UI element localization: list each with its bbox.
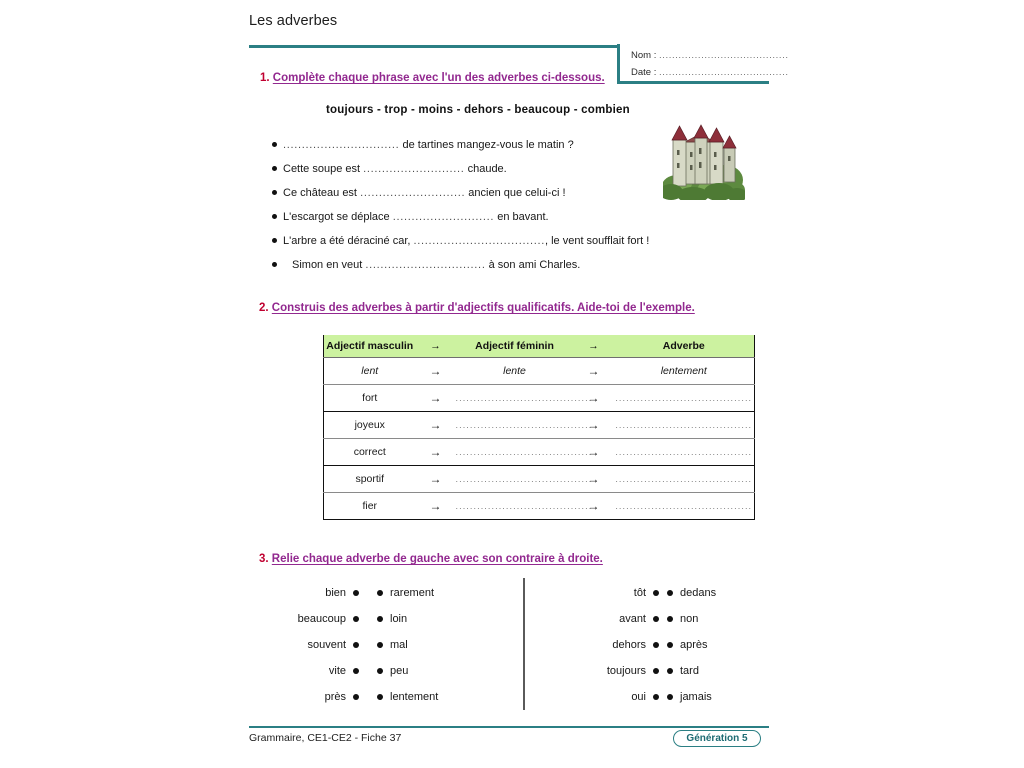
match-item[interactable] [667,606,797,632]
cell-adverbe: lentement [660,365,707,377]
match-item[interactable] [377,632,507,658]
match-item[interactable] [249,658,359,684]
exercise-2-instruction: Construis des adverbes à partir d'adjectifs qualificatifs. Aide-toi de l'exemple. [271,302,695,314]
match-word: oui [631,691,646,703]
date-row [631,67,789,78]
match-connector-dot[interactable] [653,590,659,596]
matching-column-right-group-left [549,580,659,710]
bullet-icon [272,262,277,267]
exercise-1-sentence-list [272,139,672,283]
match-item[interactable] [377,684,507,710]
sentence-text: Ce château est ............................ ancien que celui-ci ! [283,187,566,199]
match-connector-dot[interactable] [653,668,659,674]
cell-adjectif-feminin[interactable]: ...................................... [456,493,574,520]
arrow-right-icon: → [574,412,614,439]
publisher-badge: Génération 5 [673,730,761,747]
exercise-1-wordbank: toujours - trop - moins - dehors - beaucoup - combien [326,104,630,116]
match-item[interactable] [667,658,797,684]
match-word: souvent [307,639,346,651]
match-item[interactable] [667,580,797,606]
match-word: vite [328,665,346,677]
match-word: toujours [606,665,646,677]
answer-blank[interactable]: ................................ [365,259,486,271]
match-word: bien [325,587,346,599]
cell-adjectif-feminin: lente [503,365,526,377]
cell-adjectif-feminin[interactable]: ...................................... [456,466,574,493]
match-connector-dot[interactable] [377,694,383,700]
matching-column-left-group-left [249,580,359,710]
sentence-item [272,163,672,187]
exercise-1-heading [260,72,605,84]
exercise-3-number: 3. [259,553,269,565]
match-word: tard [680,665,699,677]
sentence-text: ............................... de tartines mangez-vous le matin ? [283,139,574,151]
matching-column-left-group-right [377,580,507,710]
match-connector-dot[interactable] [667,668,673,674]
arrow-right-icon: → [416,493,456,520]
match-word: près [324,691,346,703]
match-word: peu [390,665,409,677]
match-word: non [680,613,699,625]
match-connector-dot[interactable] [667,642,673,648]
match-connector-dot[interactable] [667,694,673,700]
match-connector-dot[interactable] [377,616,383,622]
sentence-text: Cette soupe est ........................... chaude. [283,163,507,175]
match-item[interactable] [249,684,359,710]
table-row [324,439,755,466]
arrow-right-icon: → [416,466,456,493]
column-header-feminine: Adjectif féminin [456,335,574,358]
sentence-text: L'arbre a été déraciné car, ..................................., le vent soufflait fort ! [283,235,650,247]
exercise-2-number: 2. [259,302,269,314]
cell-adverbe[interactable]: ...................................... [614,439,755,466]
bullet-icon [272,190,277,195]
match-word: mal [390,639,408,651]
cell-adjectif-masculin: sportif [324,466,416,493]
sentence-item [272,259,672,283]
cell-adverbe[interactable]: ...................................... [614,466,755,493]
name-row [631,50,789,61]
match-item[interactable] [377,658,507,684]
answer-blank[interactable]: ................................... [413,235,545,247]
arrow-right-icon: → [574,466,614,493]
exercise-1-number: 1. [260,72,270,84]
table-row [324,493,755,520]
cell-adjectif-feminin[interactable]: ...................................... [456,412,574,439]
sentence-text: L'escargot se déplace ........................... en bavant. [283,211,549,223]
matching-column-right-group-right [667,580,797,710]
footer-text: Grammaire, CE1-CE2 - Fiche 37 [249,732,402,744]
answer-blank[interactable]: ............................ [360,187,466,199]
name-date-box [617,44,789,84]
name-label: Nom : [631,50,657,61]
match-connector-dot[interactable] [377,642,383,648]
match-connector-dot[interactable] [653,616,659,622]
header-rule [249,45,617,48]
arrow-right-icon: → [574,493,614,520]
match-item[interactable] [549,606,659,632]
cell-adjectif-feminin[interactable]: ...................................... [456,385,574,412]
bullet-icon [272,142,277,147]
date-label: Date : [631,67,657,78]
match-item[interactable] [667,684,797,710]
bullet-icon [272,238,277,243]
exercise-1-instruction: Complète chaque phrase avec l'un des adverbes ci-dessous. [272,72,605,84]
bullet-icon [272,166,277,171]
arrow-right-icon: → [587,364,600,378]
match-item[interactable] [249,606,359,632]
exercise-3-heading [259,553,603,565]
footer-rule [249,726,769,728]
match-connector-dot[interactable] [653,694,659,700]
match-item[interactable] [549,684,659,710]
cell-adjectif-masculin: correct [324,439,416,466]
match-word: tôt [633,587,646,599]
exercise-3-matching-area [249,580,769,710]
cell-adverbe[interactable]: ...................................... [614,493,755,520]
adverb-table [323,335,755,520]
column-header-adverb: Adverbe [614,335,755,358]
match-word: lentement [390,691,439,703]
cell-adjectif-masculin: fier [324,493,416,520]
arrow-right-icon: → [574,385,614,412]
match-word: dehors [612,639,646,651]
match-item[interactable] [377,606,507,632]
match-word: loin [390,613,408,625]
match-connector-dot[interactable] [353,642,359,648]
cell-adjectif-masculin: joyeux [324,412,416,439]
match-connector-dot[interactable] [353,590,359,596]
date-fill-line[interactable]: ........................................ [659,67,789,78]
page-title: Les adverbes [249,13,338,29]
arrow-right-icon: → [416,385,456,412]
table-row [324,385,755,412]
match-connector-dot[interactable] [377,590,383,596]
table-row [324,466,755,493]
answer-blank[interactable]: ........................... [392,211,495,223]
sentence-text: Simon en veut ................................ à son ami Charles. [292,259,581,271]
table-row [324,358,755,385]
bullet-icon [272,214,277,219]
match-item[interactable] [667,632,797,658]
sentence-item [272,235,672,259]
answer-blank[interactable]: ............................... [283,139,400,151]
match-item[interactable] [549,632,659,658]
match-item[interactable] [377,580,507,606]
match-word: après [680,639,708,651]
arrow-right-icon: → [416,412,456,439]
cell-adverbe[interactable]: ...................................... [614,412,755,439]
exercise-2-heading [259,302,695,314]
exercise-3-instruction: Relie chaque adverbe de gauche avec son contraire à droite. [271,553,603,565]
match-connector-dot[interactable] [377,668,383,674]
match-word: jamais [680,691,712,703]
table-row [324,412,755,439]
cell-adverbe[interactable]: ...................................... [614,385,755,412]
name-fill-line[interactable]: ........................................ [658,50,789,61]
match-word: dedans [680,587,717,599]
cell-adjectif-feminin[interactable]: ...................................... [456,439,574,466]
match-connector-dot[interactable] [353,694,359,700]
match-connector-dot[interactable] [353,616,359,622]
arrow-right-icon: → [416,439,456,466]
match-item[interactable] [549,580,659,606]
sentence-item [272,139,672,163]
match-connector-dot[interactable] [353,668,359,674]
match-word: beaucoup [297,613,346,625]
column-header-arrow-2: → [574,335,614,358]
arrow-right-icon: → [574,439,614,466]
match-connector-dot[interactable] [667,616,673,622]
cell-adjectif-masculin: lent [361,365,379,377]
match-item[interactable] [549,658,659,684]
match-connector-dot[interactable] [667,590,673,596]
column-header-masculine: Adjectif masculin [324,335,416,358]
match-item[interactable] [249,632,359,658]
cell-adjectif-masculin: fort [324,385,416,412]
castle-illustration [663,118,745,200]
match-word: avant [619,613,646,625]
adverb-table-header-row [324,335,755,358]
arrow-right-icon: → [429,364,442,378]
column-header-arrow-1: → [416,335,456,358]
answer-blank[interactable]: ........................... [363,163,465,175]
match-connector-dot[interactable] [653,642,659,648]
sentence-item [272,211,672,235]
match-word: rarement [390,587,435,599]
sentence-item [272,187,672,211]
match-item[interactable] [249,580,359,606]
